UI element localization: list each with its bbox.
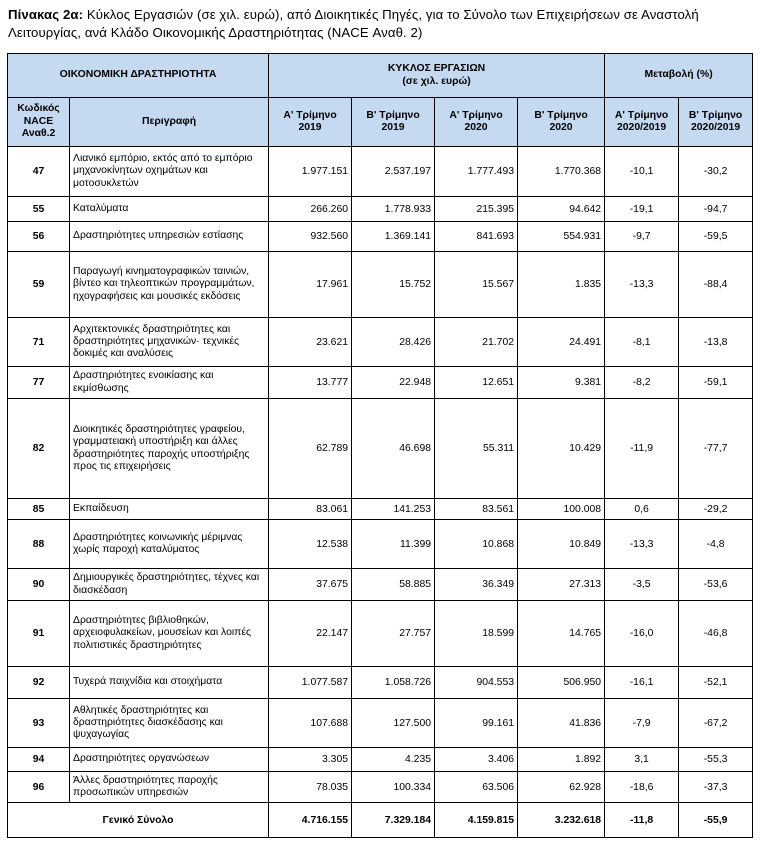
table-row (8, 520, 753, 569)
header-turnover-unit: (σε χιλ. ευρώ) (402, 75, 471, 87)
cell-code: 56 (8, 222, 70, 252)
header-q2-2019-line2: 2019 (381, 122, 405, 133)
cell-q1-2020: 841.693 (435, 222, 518, 252)
table-row (8, 197, 753, 222)
header-description: Περιγραφή (70, 98, 269, 147)
cell-q1-2020: 63.506 (435, 772, 518, 803)
header-change-q1 (605, 98, 679, 147)
table-row (8, 772, 753, 803)
cell-change-q2: -46,8 (679, 601, 753, 667)
cell-change-q2: -37,3 (679, 772, 753, 803)
cell-change-q1: -19,1 (605, 197, 679, 222)
table-row (8, 399, 753, 499)
total-change-q2: -55,9 (679, 803, 753, 838)
cell-description: Αρχιτεκτονικές δραστηριότητες και δραστηριότητες μηχανικών· τεχνικές δοκιμές και αναλύσεις (70, 318, 269, 367)
table-row (8, 147, 753, 197)
cell-q2-2019: 11.399 (352, 520, 435, 569)
cell-code: 91 (8, 601, 70, 667)
cell-q2-2019: 100.334 (352, 772, 435, 803)
cell-description: Τυχερά παιχνίδια και στοιχήματα (70, 667, 269, 699)
table-row (8, 252, 753, 318)
table-row (8, 699, 753, 748)
cell-q2-2019: 1.058.726 (352, 667, 435, 699)
cell-q1-2019: 23.621 (269, 318, 352, 367)
header-turnover-title: ΚΥΚΛΟΣ ΕΡΓΑΣΙΩΝ (387, 63, 486, 74)
cell-change-q1: -8,2 (605, 367, 679, 399)
cell-change-q2: -13,8 (679, 318, 753, 367)
total-q1-2019: 4.716.155 (269, 803, 352, 838)
header-q2-2020-line2: 2020 (549, 122, 573, 133)
total-label: Γενικό Σύνολο (8, 803, 269, 838)
cell-q1-2019: 78.035 (269, 772, 352, 803)
cell-change-q1: -8,1 (605, 318, 679, 367)
cell-description: Δραστηριότητες ενοικίασης και εκμίσθωσης (70, 367, 269, 399)
cell-q2-2020: 1.835 (518, 252, 605, 318)
header-q2-2019 (352, 98, 435, 147)
cell-q2-2019: 1.369.141 (352, 222, 435, 252)
header-activity: ΟΙΚΟΝΟΜΙΚΗ ΔΡΑΣΤΗΡΙΟΤΗΤΑ (8, 54, 269, 98)
cell-code: 96 (8, 772, 70, 803)
cell-q1-2020: 36.349 (435, 569, 518, 601)
header-q1-2019-line1: Α' Τρίμηνο (283, 109, 337, 121)
header-row-columns (8, 98, 753, 147)
cell-code: 71 (8, 318, 70, 367)
cell-change-q1: 0,6 (605, 499, 679, 520)
cell-q1-2019: 1.977.151 (269, 147, 352, 197)
cell-change-q1: -16,1 (605, 667, 679, 699)
cell-description: Δραστηριότητες βιβλιοθηκών, αρχειοφυλακείων, μουσείων και λοιπές πολιτιστικές δραστηριότητες (70, 601, 269, 667)
cell-q2-2020: 10.849 (518, 520, 605, 569)
cell-description: Παραγωγή κινηματογραφικών ταινιών, βίντεο και τηλεοπτικών προγραμμάτων, ηχογραφήσεις και μουσικές εκδόσεις (70, 252, 269, 318)
cell-change-q1: -7,9 (605, 699, 679, 748)
header-q1-2020 (435, 98, 518, 147)
header-change-q2 (679, 98, 753, 147)
cell-q2-2020: 41.836 (518, 699, 605, 748)
cell-q2-2020: 14.765 (518, 601, 605, 667)
cell-code: 94 (8, 748, 70, 772)
cell-change-q1: -10,1 (605, 147, 679, 197)
cell-change-q2: -67,2 (679, 699, 753, 748)
cell-q1-2020: 99.161 (435, 699, 518, 748)
cell-description: Δραστηριότητες υπηρεσιών εστίασης (70, 222, 269, 252)
table-row (8, 367, 753, 399)
cell-q1-2019: 13.777 (269, 367, 352, 399)
cell-code: 92 (8, 667, 70, 699)
cell-code: 88 (8, 520, 70, 569)
cell-q1-2019: 107.688 (269, 699, 352, 748)
cell-change-q2: -55,3 (679, 748, 753, 772)
caption-text: Κύκλος Εργασιών (σε χιλ. ευρώ), από Διοικητικές Πηγές, για το Σύνολο των Επιχειρήσεων σε Αναστολή Λειτουργίας, ανά Κλάδο Οικονομικής Δραστηριότητας (NACE Αναθ. 2) (8, 7, 699, 40)
header-change-q2-line1: Β' Τρίμηνο (688, 109, 743, 121)
total-row (8, 803, 753, 838)
table-row (8, 318, 753, 367)
cell-change-q1: -13,3 (605, 520, 679, 569)
cell-change-q1: 3,1 (605, 748, 679, 772)
cell-description: Δημιουργικές δραστηριότητες, τέχνες και διασκέδαση (70, 569, 269, 601)
table-row (8, 499, 753, 520)
cell-q1-2019: 12.538 (269, 520, 352, 569)
table-caption (8, 6, 752, 42)
cell-change-q1: -16,0 (605, 601, 679, 667)
cell-change-q2: -29,2 (679, 499, 753, 520)
header-q1-2020-line1: Α' Τρίμηνο (449, 109, 503, 121)
cell-change-q1: -9,7 (605, 222, 679, 252)
cell-description: Καταλύματα (70, 197, 269, 222)
cell-q1-2019: 3.305 (269, 748, 352, 772)
cell-description: Άλλες δραστηριότητες παροχής προσωπικών υπηρεσιών (70, 772, 269, 803)
cell-code: 82 (8, 399, 70, 499)
cell-code: 77 (8, 367, 70, 399)
cell-q2-2019: 2.537.197 (352, 147, 435, 197)
cell-q1-2019: 1.077.587 (269, 667, 352, 699)
cell-q2-2020: 24.491 (518, 318, 605, 367)
total-q2-2019: 7.329.184 (352, 803, 435, 838)
cell-q1-2020: 10.868 (435, 520, 518, 569)
cell-change-q2: -94,7 (679, 197, 753, 222)
header-change: Μεταβολή (%) (605, 54, 753, 98)
cell-q1-2020: 3.406 (435, 748, 518, 772)
cell-code: 59 (8, 252, 70, 318)
cell-q2-2020: 100.008 (518, 499, 605, 520)
total-q1-2020: 4.159.815 (435, 803, 518, 838)
total-q2-2020: 3.232.618 (518, 803, 605, 838)
header-row-groups (8, 54, 753, 98)
cell-q1-2020: 21.702 (435, 318, 518, 367)
cell-code: 85 (8, 499, 70, 520)
cell-q2-2019: 1.778.933 (352, 197, 435, 222)
cell-description: Αθλητικές δραστηριότητες και δραστηριότητες διασκέδασης και ψυχαγωγίας (70, 699, 269, 748)
turnover-table (7, 53, 753, 838)
cell-q1-2019: 37.675 (269, 569, 352, 601)
cell-q2-2020: 27.313 (518, 569, 605, 601)
cell-q2-2019: 4.235 (352, 748, 435, 772)
cell-q1-2020: 55.311 (435, 399, 518, 499)
cell-q1-2019: 62.789 (269, 399, 352, 499)
header-q2-2020 (518, 98, 605, 147)
cell-q2-2019: 27.757 (352, 601, 435, 667)
cell-description: Δραστηριότητες κοινωνικής μέριμνας χωρίς παροχή καταλύματος (70, 520, 269, 569)
cell-change-q2: -4,8 (679, 520, 753, 569)
header-code-line1: Κωδικός (17, 103, 60, 115)
cell-q1-2019: 83.061 (269, 499, 352, 520)
cell-change-q2: -30,2 (679, 147, 753, 197)
cell-change-q2: -52,1 (679, 667, 753, 699)
cell-q2-2019: 46.698 (352, 399, 435, 499)
cell-change-q2: -77,7 (679, 399, 753, 499)
cell-q2-2020: 554.931 (518, 222, 605, 252)
cell-change-q1: -18,6 (605, 772, 679, 803)
table-row (8, 667, 753, 699)
cell-q2-2020: 9.381 (518, 367, 605, 399)
cell-q2-2020: 62.928 (518, 772, 605, 803)
cell-description: Διοικητικές δραστηριότητες γραφείου, γραμματειακή υποστήριξη και άλλες δραστηριότητες παροχής υποστήριξης προς τις επιχειρήσεις (70, 399, 269, 499)
header-q2-2019-line1: Β' Τρίμηνο (366, 109, 420, 121)
cell-description: Δραστηριότητες οργανώσεων (70, 748, 269, 772)
header-q1-2019-line2: 2019 (298, 122, 322, 133)
cell-change-q2: -88,4 (679, 252, 753, 318)
cell-q1-2019: 22.147 (269, 601, 352, 667)
cell-q2-2019: 15.752 (352, 252, 435, 318)
header-code (8, 98, 70, 147)
cell-q2-2019: 127.500 (352, 699, 435, 748)
cell-q1-2020: 904.553 (435, 667, 518, 699)
cell-code: 93 (8, 699, 70, 748)
header-turnover (269, 54, 605, 98)
header-code-line2: NACE (23, 115, 54, 127)
cell-change-q2: -53,6 (679, 569, 753, 601)
cell-q2-2019: 28.426 (352, 318, 435, 367)
header-q1-2020-line2: 2020 (464, 122, 488, 133)
cell-q2-2020: 10.429 (518, 399, 605, 499)
cell-q2-2020: 1.770.368 (518, 147, 605, 197)
total-change-q1: -11,8 (605, 803, 679, 838)
cell-change-q2: -59,5 (679, 222, 753, 252)
cell-q2-2020: 94.642 (518, 197, 605, 222)
table-row (8, 569, 753, 601)
cell-q1-2020: 215.395 (435, 197, 518, 222)
cell-description: Εκπαίδευση (70, 499, 269, 520)
cell-q1-2020: 1.777.493 (435, 147, 518, 197)
cell-q1-2020: 12.651 (435, 367, 518, 399)
table-row (8, 748, 753, 772)
header-code-line3: Αναθ.2 (21, 128, 56, 140)
cell-q1-2020: 18.599 (435, 601, 518, 667)
cell-code: 90 (8, 569, 70, 601)
header-q1-2019 (269, 98, 352, 147)
cell-code: 55 (8, 197, 70, 222)
caption-label: Πίνακας 2α: (8, 7, 84, 22)
cell-change-q2: -59,1 (679, 367, 753, 399)
cell-change-q1: -3,5 (605, 569, 679, 601)
cell-q2-2019: 141.253 (352, 499, 435, 520)
cell-q1-2020: 15.567 (435, 252, 518, 318)
cell-description: Λιανικό εμπόριο, εκτός από το εμπόριο μηχανοκίνητων οχημάτων και μοτοσυκλετών (70, 147, 269, 197)
cell-q2-2019: 58.885 (352, 569, 435, 601)
cell-change-q1: -13,3 (605, 252, 679, 318)
cell-q1-2020: 83.561 (435, 499, 518, 520)
cell-code: 47 (8, 147, 70, 197)
cell-q2-2019: 22.948 (352, 367, 435, 399)
cell-q1-2019: 932.560 (269, 222, 352, 252)
cell-q2-2020: 1.892 (518, 748, 605, 772)
header-q2-2020-line1: Β' Τρίμηνο (534, 109, 588, 121)
cell-q1-2019: 266.260 (269, 197, 352, 222)
cell-q1-2019: 17.961 (269, 252, 352, 318)
header-change-q2-line2: 2020/2019 (691, 122, 741, 133)
header-change-q1-line1: Α' Τρίμηνο (614, 109, 669, 121)
table-row (8, 601, 753, 667)
cell-q2-2020: 506.950 (518, 667, 605, 699)
table-row (8, 222, 753, 252)
header-change-q1-line2: 2020/2019 (617, 122, 667, 133)
cell-change-q1: -11,9 (605, 399, 679, 499)
